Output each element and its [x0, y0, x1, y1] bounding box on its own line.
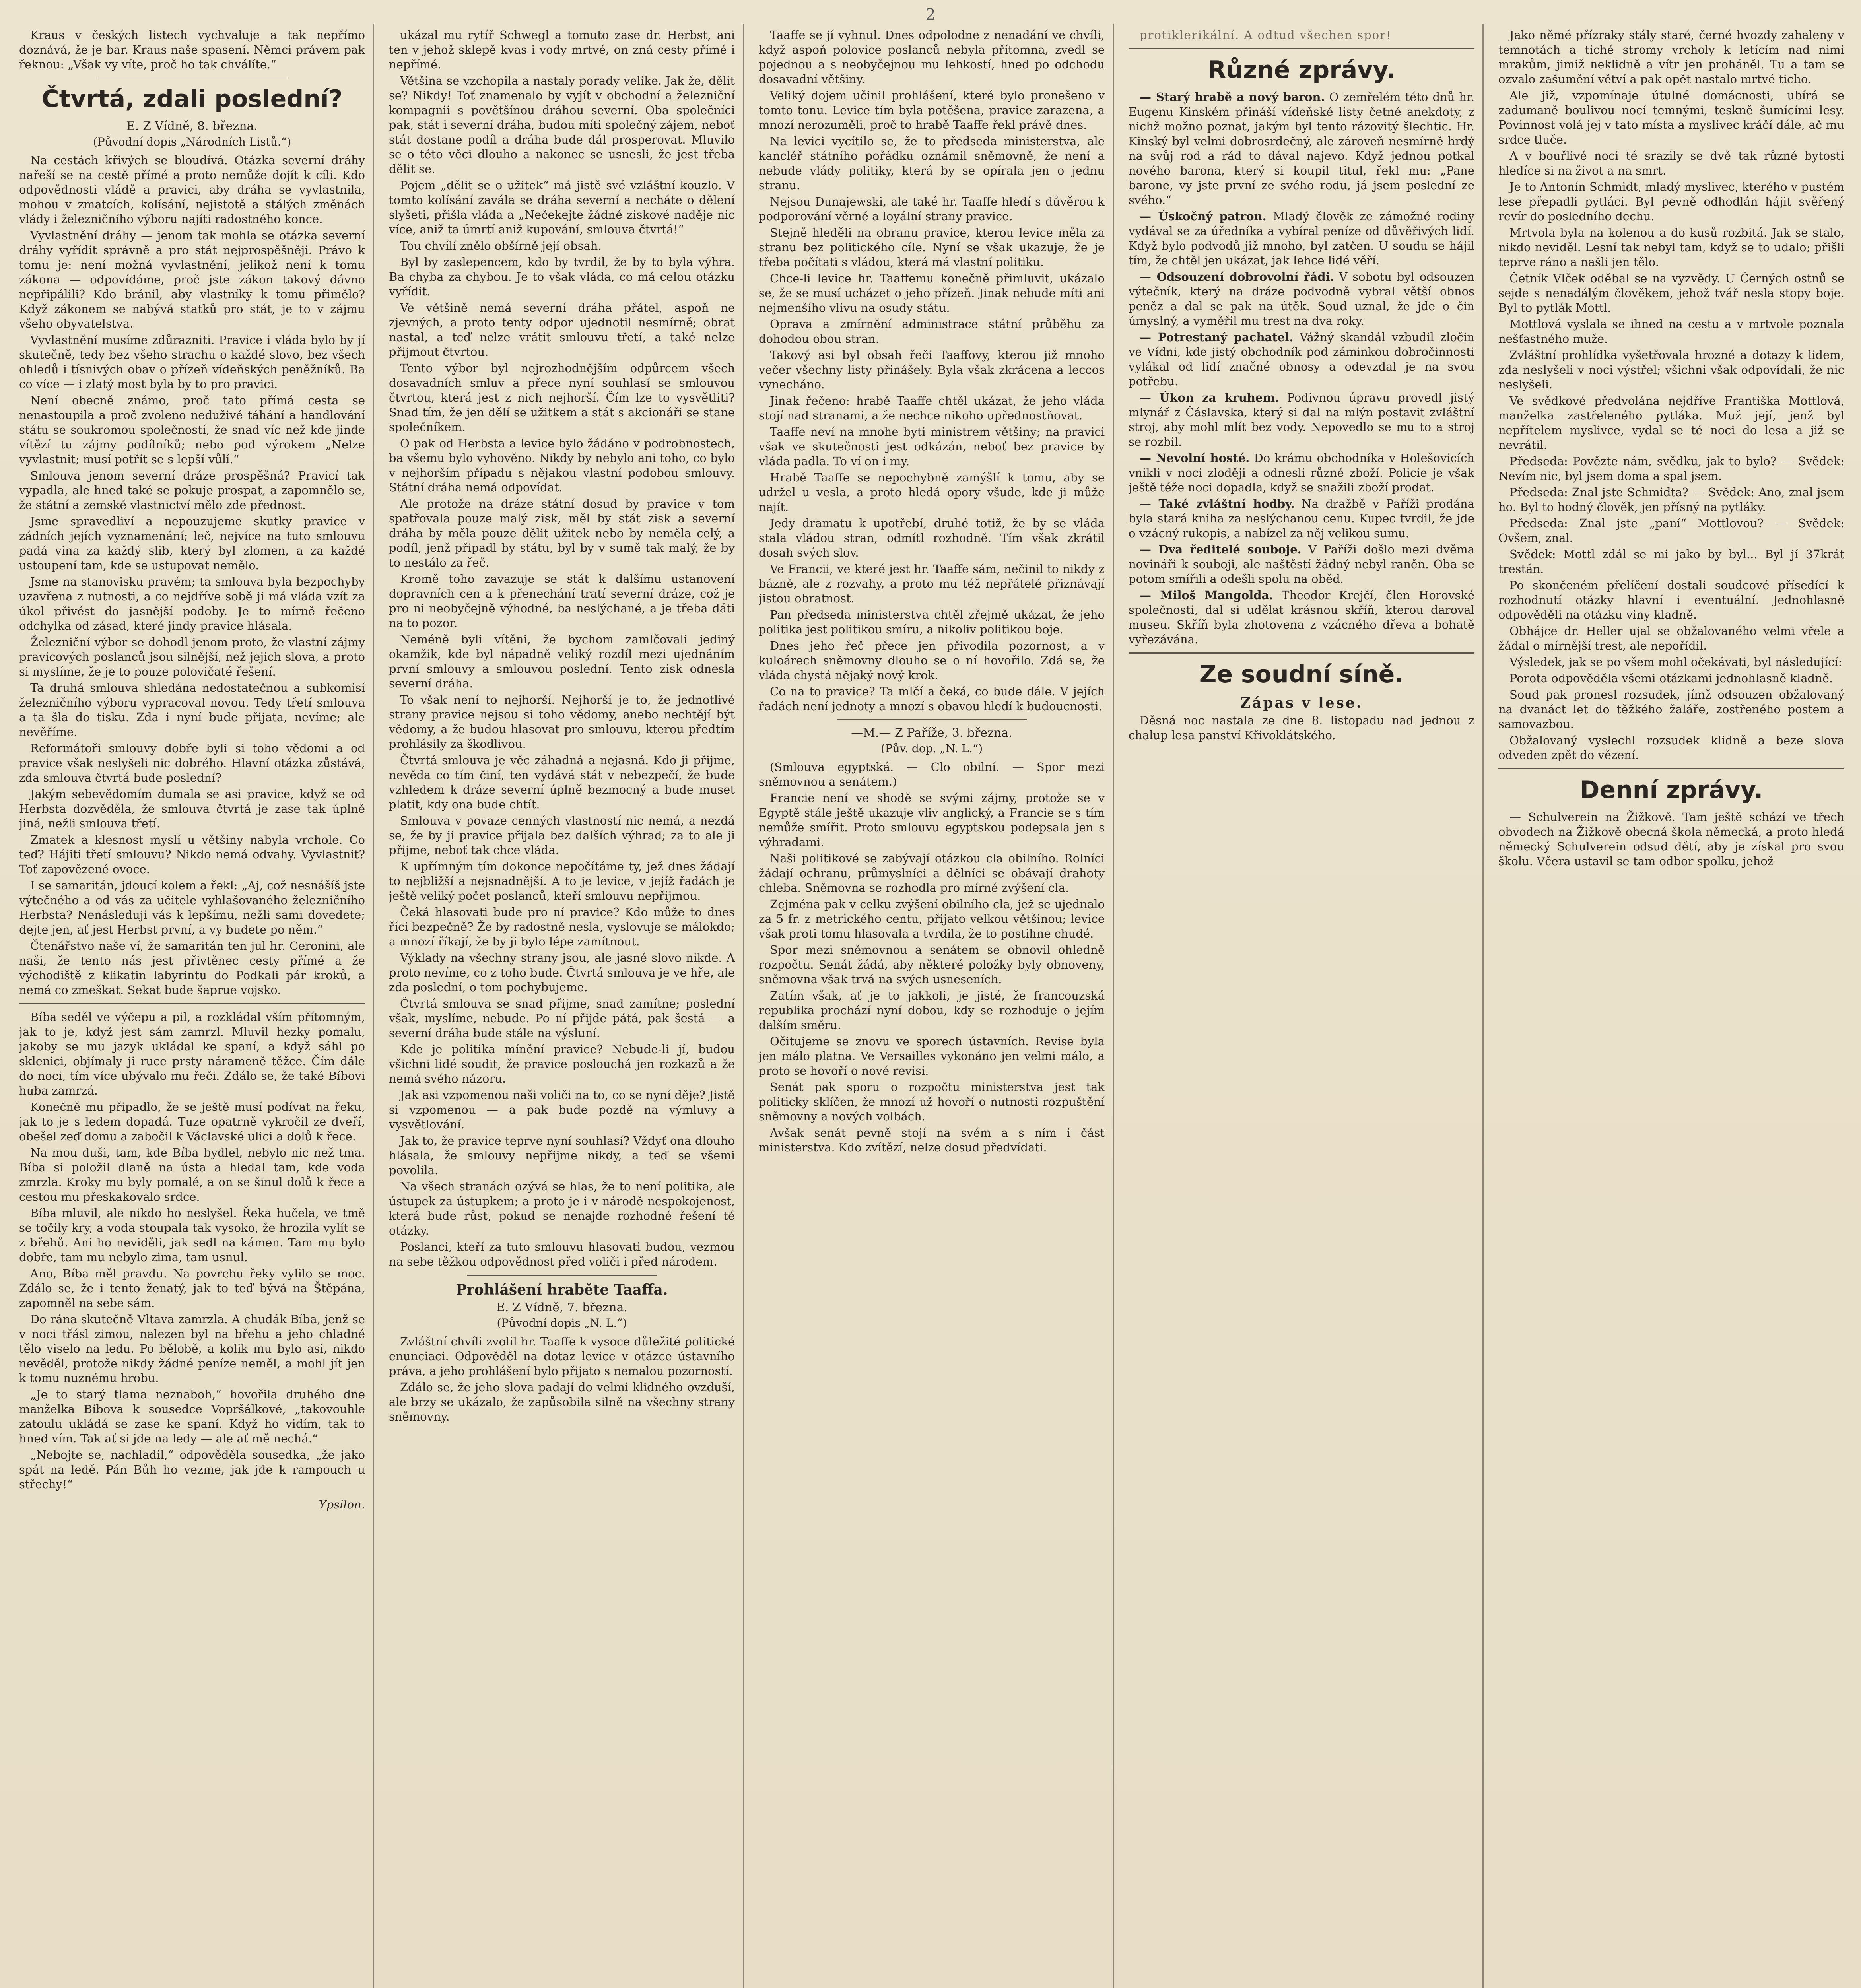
paragraph: Na cestách křivých se bloudívá. Otázka severní dráhy nařeší se na cestě přímé a proto nemůže dojít k cíli. Kdo odpovědnosti vládě a pravici, aby dráha se vyvlastnila, mohou v zmatcích, kolísání, nejistotě a stálých změnách vlády i železničního výboru najíti radostného konce. [19, 153, 365, 226]
paragraph: Zvláštní chvíli zvolil hr. Taaffe k vysoce důležité politické enunciaci. Odpověděl na dotaz levice v otázce ústavního práva, a jeho prohlášení bylo přijato s nemalou pozorností. [389, 1335, 735, 1378]
column-rule [373, 24, 374, 1988]
paragraph: Francie není ve shodě se svými zájmy, protože se v Egyptě stále ještě ukazuje vliv anglický, a Francie se s tím nemůže smířit. Proto smlouvu egyptskou podepsala jen s výhradami. [759, 791, 1105, 849]
column-5 [1498, 28, 1844, 1988]
news-item-title: — Odsouzení dobrovolní řádi. [1140, 270, 1334, 283]
paragraph: Čtenářstvo naše ví, že samaritán ten jul hr. Ceronini, ale naši, že tento nás jest přivtěnec cesty přímé a že východiště z klikatin labyrintu do Podkali pár kroků, a nemá co zmeškat. Sekat bude šaprue vojsko. [19, 939, 365, 997]
paragraph: Na mou duši, tam, kde Bíba bydlel, nebylo nic než tma. Bíba si položil dlaně na ústa a hledal tam, kde voda zmrzla. Kroky mu byly pomalé, a on se šinul dolů k řece a cestou mu přeskakovalo srdce. [19, 1146, 365, 1204]
paragraph: Takový asi byl obsah řeči Taaffovy, kterou již mnoho večer všechny listy přinášely. Byla však zkrácena a leccos vynecháno. [759, 348, 1105, 391]
paragraph: Předseda: Znal jste Schmidta? — Svědek: Ano, znal jsem ho. Byl to hodný člověk, jen přísný na pytláky. [1498, 485, 1844, 514]
news-item [1129, 542, 1474, 586]
paragraph: Jako němé přízraky stály staré, černé hvozdy zahaleny v temnotách a tiché stromy vrcholy k letícím nad nimi mrakům, jimiž neklidně a vítr jen proháněl. Tu a tam se ozvalo zašumění větví a pak opět nastalo mrtvé ticho. [1498, 28, 1844, 86]
news-item [1129, 90, 1474, 208]
news-item [1129, 451, 1474, 495]
paragraph: Čeká hlasovati bude pro ní pravice? Kdo může to dnes říci bezpečně? Že by radostně nesla, vyslovuje se málokdo; a mnozí říkají, že by ji bylo lépe zamítnout. [389, 905, 735, 948]
news-item-text: Vážný skandál vzbudil zločin ve Vídni, kde jistý obchodník pod záminkou dobročinnosti vylákal od lidí značné obnosy a odevzdal je na svou potřebu. [1129, 330, 1474, 388]
paragraph: Jak to, že pravice teprve nyní souhlasí? Vždyť ona dlouho hlásala, že smlouvy nepřijme nikdy, a teď se všemi povolila. [389, 1134, 735, 1177]
paragraph: Zejména pak v celku zvýšení obilního cla, jež se ujednalo za 5 fr. z metrického centu, přijato velkou většinou; levice však proti tomu hlasovala a tvrdila, že to postihne chudé. [759, 897, 1105, 940]
paragraph: Zmatek a klesnost myslí u většiny nabyla vrchole. Co teď? Hájiti třetí smlouvu? Nikdo nemá odvahy. Vyvlastnit? Toť zapovězené ovoce. [19, 833, 365, 876]
paragraph: Zdálo se, že jeho slova padají do velmi klidného ovzduší, ale brzy se ukázalo, že zapůsobila silně na všechny strany sněmovny. [389, 1380, 735, 1423]
paragraph: Ano, Bíba měl pravdu. Na povrchu řeky vylilo se moc. Zdálo se, že i tento ženatý, jak to teď bývá na Štěpána, zapomněl na sebe sám. [19, 1267, 365, 1310]
paragraph: Jak asi vzpomenou naši voliči na to, co se nyní děje? Jistě si vzpomenou — a pak bude pozdě na výmluvy a vysvětlování. [389, 1088, 735, 1131]
divider [1498, 768, 1844, 769]
news-item [1129, 209, 1474, 268]
paragraph: Veliký dojem učinil prohlášení, které bylo pronešeno v tomto tonu. Levice tím byla potěšena, pravice zarazena, a mnozí nerozuměli, proč to hrabě Taaffe řekl právě dnes. [759, 89, 1105, 132]
paragraph: Po skončeném přelíčení dostali soudcové přísedící k rozhodnutí otázky hlavní i eventuální. Jednohlasně odpověděli na otázku viny kladně. [1498, 579, 1844, 621]
article-body [759, 760, 1105, 1155]
section-title: Ze soudní síně. [1199, 660, 1404, 688]
paragraph: To však není to nejhorší. Nejhorší je to, že jednotlivé strany pravice nejsou si toho vědomy, anebo nechtějí být vědomy, a že budou hlasovat pro smlouvu, kterou předtím prohlásily za škodlivou. [389, 693, 735, 751]
paragraph: ukázal mu rytíř Schwegl a tomuto zase dr. Herbst, ani ten v jehož sklepě kvas i vody mrtvé, on zná cesty přímé i nepřímé. [389, 28, 735, 71]
paragraph: Bíba seděl ve výčepu a pil, a rozkládal vším přítomným, jak to je, když jest sám zamrzl. Mluvil hezky pomalu, jakoby se mu jazyk ukládal ke spaní, a když sáhl po sklenici, objímaly ji ruce prsty nárameně těžce. Čím dále do noci, tím více ubývalo mu řeči. Zdálo se, že také Bíbovi huba zamrzá. [19, 1010, 365, 1097]
paragraph: Železniční výbor se dohodl jenom proto, že vlastní zájmy pravicových poslanců jsou silnější, než jejich slova, a proto si myslíme, že je to pouze polovičaté řešení. [19, 635, 365, 678]
column-4 [1129, 28, 1474, 1988]
dateline: —M.— Z Paříže, 3. března. [851, 726, 1012, 740]
paragraph: Předseda: Znal jste „paní“ Mottlovou? — Svědek: Ovšem, znal. [1498, 516, 1844, 545]
article-title: Prohlášení hraběte Taaffa. [456, 1281, 668, 1298]
paragraph: Na všech stranách ozývá se hlas, že to není politika, ale ústupek za ústupkem; a proto je i v národě nespokojenost, která bude růst, pokud se nenajde rozhodné řešení té otázky. [389, 1180, 735, 1237]
paragraph: Taaffe neví na mnohe byti ministrem většiny; na pravici však ve skutečnosti jest odkázán, neboť bez pravice by vláda padla. To ví on i my. [759, 425, 1105, 468]
paragraph: Vyvlastnění dráhy — jenom tak mohla se otázka severní dráhy vyřídit správně a pro stát nejprospěšněji. Právo k tomu je: není možná vyvlastnění, jelikož není k tomu zákona — odpovídáme, proč jste zákon takový dávno nepřipálili? Kdo bránil, aby vlastníky k tomu přimělo? Když zákonem se nabývá statků pro stát, je to v zájmu všeho obyvatelstva. [19, 229, 365, 330]
news-item-text: Podivnou úpravu provedl jistý mlynář z Čáslavska, který si dal na mlýn postavit zvláštní stroj, aby mohl mlít bez vody. Nepovedlo se mu to a stroj se rozbil. [1129, 391, 1474, 448]
paragraph: Ve Francii, ve které jest hr. Taaffe sám, nečinil to nikdy z bázně, ale z rozvahy, a proto mu též nepřátelé přiznávají jistou obratnost. [759, 562, 1105, 605]
divider [467, 1275, 657, 1276]
news-item-text: Do krámu obchodníka v Holešovicích vnikli v noci zloději a odnesli různé zboží. Policie je však ještě téže noci dopadla, když se snažili zboží prodat. [1129, 451, 1474, 494]
source-note: (Původní dopis „N. L.“) [497, 1316, 627, 1330]
column-rule [1482, 24, 1484, 1988]
paragraph: Ale již, vzpomínaje útulné domácnosti, ubírá se zadumaně boulivou nocí temnými, teskně šumícími lesy. Povinnost volá jej v tato místa a myslivec kráčí dále, ač mu srdce tluče. [1498, 89, 1844, 146]
paragraph: Hrabě Taaffe se nepochybně zamýšlí k tomu, aby se udržel u vesla, a proto hledá opory všude, kde ji může najít. [759, 471, 1105, 514]
paragraph: Čtvrtá smlouva se snad přijme, snad zamítne; poslední však, myslíme, nebude. Po ní přijde pátá, pak šestá — a severní dráha bude stále na výsluní. [389, 997, 735, 1040]
paragraph: Jsme na stanovisku pravém; ta smlouva byla bezpochyby uzavřena z nutnosti, a co nejdříve sobě ji má vláda vzít za úkol přivést do jasnější podoby. Je to mírně řečeno odchylka od zásad, které jindy pravice hlásala. [19, 575, 365, 633]
court-report-body [1498, 28, 1844, 763]
paragraph: Ta druhá smlouva shledána nedostatečnou a subkomisí železničního výboru vypracoval novou. Tedy třetí smlouva a ta šla do tisku. Zda i nyní bude přijata, nevíme; ale nevěříme. [19, 681, 365, 739]
column-rule [1113, 24, 1114, 1988]
paragraph: Tou chvílí znělo obšírně její obsah. [400, 239, 602, 252]
paragraph: O pak od Herbsta a levice bylo žádáno v podrobnostech, ba všemu bylo vyhověno. Nikdy by nebylo ani toho, co bylo v nejhorším případu s nějakou vlastní podobou smlouvy. Státní dráha nemá odpovídat. [389, 437, 735, 494]
paragraph: Jedy dramatu k upotřebí, druhé totiž, že by se vláda stala vládou stran, odmítl rozhodně. Tím však zkrátil dosah svých slov. [759, 516, 1105, 559]
news-item-text: V sobotu byl odsouzen výtečník, který na dráze podvodně vybral větší obnos peněz a dal se pak na útěk. Soud uznal, že jde o čin úmyslný, a vyměřil mu trest na dva roky. [1129, 270, 1474, 328]
paragraph: Zvláštní prohlídka vyšetřovala hrozné a dotazy k lidem, zda neslyšeli v noci výstřel; všichni však odpovídali, že nic neslyšeli. [1498, 348, 1844, 391]
page-number: 2 [925, 6, 936, 24]
article-body [19, 153, 365, 998]
article-body [389, 1334, 735, 1424]
paragraph: Vyvlastnění musíme zdůrazniti. Pravice i vláda bylo by jí skutečně, tedy bez všeho strachu o každé slovo, bez všech ohledů i tísnivých obav o přízeň vídeňských peněžníků. Ba co více — i zlatý most byla by to pro pravici. [19, 333, 365, 391]
paragraph: Oprava a zmírnění administrace státní průběhu za dohodou obou stran. [759, 317, 1105, 346]
paragraph: Očitujeme se znovu ve sporech ústavních. Revise byla jen málo platna. Ve Versailles vykonáno jen velmi málo, a proto se hovoří o nové revisi. [759, 1035, 1105, 1077]
court-report: Děsná noc nastala ze dne 8. listopadu nad jednou z chalup lesa panství Křivoklátského. [1129, 714, 1474, 742]
news-item-title: — Dva ředitelé souboje. [1140, 543, 1302, 556]
paragraph: Není obecně známo, proč tato přímá cesta se nenastoupila a proč zvoleno neduživé táhání a handlování státu se soukromou společností, že snad víc než kde jinde vítězí tu zájmy podílníků; nebo pod výrokem „Nelze vyvlastnit; musí potřít se s lepší vůlí.“ [19, 394, 365, 466]
paragraph: Mrtvola byla na kolenou a do kusů rozbitá. Jak se stalo, nikdo neviděl. Lesní tak nebyl tam, když se to udalo; přišli teprve ráno a našli jen tělo. [1498, 226, 1844, 269]
paragraph: Reformátoři smlouvy dobře byli si toho vědomi a od pravice však neslyšeli nic dobrého. Hlavní otázka zůstává, zda smlouva čtvrtá bude poslední? [19, 742, 365, 784]
paragraph: Pojem „dělit se o užitek“ má jistě své vzláštní kouzlo. V tomto kolísání zavála se dráha severní a necháte o dělení slyšeti, přišla vláda a „Nečekejte žádné ziskové naděje nic více, aniž ta úmrtí aniž kupování, smlouva čtvrtá!“ [389, 179, 735, 236]
paragraph: „Nebojte se, nachladil,“ odpověděla sousedka, „že jako spát na ledě. Pán Bůh ho vezme, jak jde k rampouch u střechy!“ [19, 1448, 365, 1491]
paragraph: Stejně hleděli na obranu pravice, kterou levice měla za stranu bez politického cíle. Nyní se však ukazuje, že je třeba počítati s vládou, která má vlastní politiku. [759, 226, 1105, 269]
paragraph: Do rána skutečně Vltava zamrzla. A chudák Bíba, jenž se v noci třásl zimou, nalezen byl na břehu a jeho chladné tělo viselo na ledu. Po bělobě, a kolik mu bylo asi, nikdo nevěděl, protože nikdy žádné peníze neměl, a mohl jít jen k tomu nuznému hrobu. [19, 1312, 365, 1385]
paragraph: Nejsou Dunajewski, ale také hr. Taaffe hledí s důvěrou k podporování věrné a loyální strany pravice. [759, 195, 1105, 223]
paragraph: Porota odpověděla všemi otázkami jednohlasně kladně. [1509, 672, 1833, 685]
news-item-text: Theodor Krejčí, člen Horovské společnosti, dal si udělat krásnou skříň, kterou daroval museu. Skříň byla zhotovena z vzácného dřeva a bohatě vyřezávána. [1129, 588, 1474, 646]
news-item-text: V Paříži došlo mezi dvěma novináři k souboji, ale naštěstí žádný nebyl raněn. Oba se potom smířili a odešli spolu na oběd. [1129, 543, 1474, 586]
paragraph: Avšak senát pevně stojí na svém a s ním i část ministerstva. Kdo zvítězí, nelze dosud předvídati. [759, 1126, 1105, 1154]
feuilleton-story [19, 1010, 365, 1492]
news-item-title: — Miloš Mangolda. [1140, 588, 1273, 602]
paragraph: Výklady na všechny strany jsou, ale jasné slovo nikde. A proto nevíme, co z toho bude. Čtvrtá smlouva je ve hře, ale zda poslední, o tom pochybujeme. [389, 951, 735, 994]
column-1 [19, 28, 365, 1988]
paragraph: K upřímným tím dokonce nepočítáme ty, jež dnes žádají to nejbližší a nejsnadnější. A to je levice, v jejíž řadách je ještě veliký počet poslanců, kteří smlouvu nepřijmou. [389, 860, 735, 903]
paragraph: Mottlová vyslala se ihned na cestu a v mrtvole poznala nešťastného muže. [1498, 317, 1844, 346]
news-item [1129, 330, 1474, 389]
divider [837, 719, 1027, 720]
divider [1129, 652, 1474, 654]
paragraph: Naši politikové se zabývají otázkou cla obilního. Rolníci žádají ochranu, průmyslníci a dělníci se obávají drahoty chleba. Sněmovna se rozhodla pro mírné zvýšení cla. [759, 852, 1105, 895]
news-item [1129, 497, 1474, 541]
paragraph: (Smlouva egyptská. — Clo obilní. — Spor mezi sněmovnou a senátem.) [759, 760, 1105, 788]
continuation-tail: protiklerikální. A odtud všechen spor! [1140, 28, 1392, 42]
dateline: E. Z Vídně, 7. března. [496, 1301, 627, 1314]
paragraph: Kromě toho zavazuje se stát k dalšímu ustanovení dopravních cen a k přenechání tratí severní dráze, což je pro ni neobyčejně výhodné, ba neslýchané, a je třeba dáti na to pozor. [389, 572, 735, 630]
source-note: (Původní dopis „Národních Listů.“) [93, 135, 291, 148]
paragraph: Jsme spravedliví a nepouzujeme skutky pravice v zádních jejích vyznamenání; leč, nejvíce na tuto smlouvu padá vina za každý slib, který byl zlomen, a za každé ustoupení tam, kde se ustupovat nemělo. [19, 514, 365, 572]
news-item-title: — Úskočný patron. [1140, 210, 1267, 223]
paragraph: Předseda: Povězte nám, svědku, jak to bylo? — Svědek: Nevím nic, byl jsem doma a spal jsem. [1498, 454, 1844, 483]
paragraph: Kde je politika mínění pravice? Nebude-li jí, budou všichni lidé soudit, že pravice poslouchá jen rozkazů a že nemá svého názoru. [389, 1043, 735, 1085]
news-items [1129, 90, 1474, 647]
paragraph: Ve svědkové předvolána nejdříve Františka Mottlová, manželka zastřeleného pytláka. Muž její, jenž byl nepřítelem myslivce, vydal se té noci do lesa a již se nevrátil. [1498, 394, 1844, 452]
column-3 [759, 28, 1105, 1988]
paragraph: Tento výbor byl nejrozhodnějším odpůrcem všech dosavadních smluv a přece nyní souhlasí se smlouvou čtvrtou, která jest z nich nejhorší. Čím lze to vysvětliti? Snad tím, že jen dělí se užitkem a stát s akcionáři se stane společníkem. [389, 361, 735, 434]
paragraph: Výsledek, jak se po všem mohl očekávati, byl následující: [1509, 655, 1842, 669]
section-title: Různé zprávy. [1208, 56, 1395, 84]
paragraph: Ve většině nemá severní dráha přátel, aspoň ne zjevných, a proto tenty odpor ujednotil nesmírně; obrat nastal, a teď nelze vrátit smlouvu třetí, a také nelze přijmout čtvrtou. [389, 301, 735, 359]
divider [1129, 48, 1474, 49]
paragraph: I se samaritán, jdoucí kolem a řekl: „Aj, což nesnášíš jste výtečného a od vás za učitele vyhlašovaného železničního Herbsta? Nenásleduji vás k lepšímu, nežli sami dovedete; dejte jen, ať jest Herbst první, a vy budete po něm.“ [19, 879, 365, 936]
paragraph: Soud pak pronesl rozsudek, jímž odsouzen obžalovaný na dvanáct let do těžkého žaláře, zostřeného postem a samovazbou. [1498, 688, 1844, 731]
article-continuation [759, 28, 1105, 714]
news-item-title: — Úkon za kruhem. [1140, 391, 1279, 404]
intro-paragraph: Kraus v českých listech vychvaluje a tak nepřímo doznává, že je bar. Kraus naše spasení. Němci právem pak řeknou: „Však vy víte, proč ho tak chválíte.“ [19, 28, 365, 71]
paragraph: Jakým sebevědomím dumala se asi pravice, když se od Herbsta dozvěděla, že smlouva čtvrtá je zase tak úplně jiná, nežli smlouva třetí. [19, 787, 365, 830]
paragraph: Bíba mluvil, ale nikdo ho neslyšel. Řeka hučela, ve tmě se točily kry, a voda stoupala tak vysoko, že hrozila vylít se z břehů. Ani ho neviděli, jak sedl na kámen. Tam mu bylo dobře, tam mu nebylo zima, tam usnul. [19, 1206, 365, 1264]
source-note: (Pův. dop. „N. L.“) [880, 742, 983, 755]
paragraph: Četník Vlček oděbal se na vyzvědy. U Černých ostnů se sejde s nenadálým člověkem, jehož tvář nesla stopy boje. Byl to pytlák Mottl. [1498, 272, 1844, 315]
paragraph: Byl by zaslepencem, kdo by tvrdil, že by to byla výhra. Ba chyba za chybou. Je to však vláda, co má celou otázku vyřídit. [389, 255, 735, 298]
paragraph: Senát pak sporu o rozpočtu ministerstva jest tak politicky sklíčen, že mnozí už hovoří o nutnosti rozpuštění sněmovny a nových volbách. [759, 1080, 1105, 1123]
news-item [1129, 270, 1474, 328]
news-item-title: — Potrestaný pachatel. [1140, 330, 1294, 344]
news-item: — Schulverein na Žižkově. Tam ještě schází ve třech obvodech na Žižkově obecná škola německá, a proto hledá německý Schulverein odsud dětí, aby je získal pro svou školu. Včera ustavil se tam odbor spolku, jehož [1498, 810, 1844, 868]
news-item [1129, 588, 1474, 647]
paragraph: Chce-li levice hr. Taaffemu konečně přimluvit, ukázalo se, že se musí ucházet o jeho přízeň. Jinak nebude míti ani nejmenšího vlivu na osudy státu. [759, 272, 1105, 315]
news-item-text: Na dražbě v Paříži prodána byla stará kniha za neslýchanou cenu. Kupec tvrdil, že jde o vzácný rukopis, a nabízel za něj velikou sumu. [1129, 497, 1474, 540]
dateline: E. Z Vídně, 8. března. [126, 119, 258, 133]
news-item-title: — Starý hrabě a nový baron. [1140, 90, 1325, 104]
paragraph: Co na to pravice? Ta mlčí a čeká, co bude dále. V jejích řadách není jednoty a mnozí s obavou hledí k budoucnosti. [759, 685, 1105, 713]
news-item [1129, 390, 1474, 449]
column-rule [743, 24, 744, 1988]
column-2 [389, 28, 735, 1988]
paragraph: Taaffe se jí vyhnul. Dnes odpolodne z nenadání ve chvíli, když aspoň polovice poslanců nebyla přítomna, zvedl se pojednou a s neobyčejnou mu lehkostí, hned po odchodu dosavadní většiny. [759, 28, 1105, 86]
paragraph: Dnes jeho řeč přece jen přivodila pozornost, a v kuloárech sněmovny dlouho se o ní hovořilo. Zdá se, že vláda chystá nějaký nový krok. [759, 639, 1105, 682]
news-item-text: Mladý člověk ze zámožné rodiny vydával se za úředníka a vybíral peníze od důvěřivých lidí. Když bylo podvodů již mnoho, byl zatčen. U soudu se hájil tím, že chtěl jen ukázat, jak lehce lidé věří. [1129, 210, 1474, 267]
paragraph: Většina se vzchopila a nastaly porady velike. Jak že, dělit se? Nikdy! Toť znamenalo by vyjít v obchodní a železniční kompagnii s povětšínou dráhou severní. Oba společníci pak, stát i severní dráha, budou míti společný zájem, neboť stát dostane podíl a dráha bude dál prosperovat. Mluvilo se o této věci dlouho a nakonec se usnesli, že jest třeba dělit se. [389, 74, 735, 176]
signature: Ypsilon. [319, 1498, 365, 1511]
feuilleton-divider [19, 1003, 365, 1004]
paragraph: Ale protože na dráze státní dosud by pravice v tom spatřovala pouze malý zisk, měl by stát zisk a severní dráha by měla pouze dělit užitek nebo by neměla celý, a podíl, jenž připadl by státu, byl by v sumě tak malý, že by to nestálo za řeč. [389, 497, 735, 569]
paragraph: Svědek: Mottl zdál se mi jako by byl... Byl jí 37krát trestán. [1498, 547, 1844, 576]
paragraph: Poslanci, kteří za tuto smlouvu hlasovati budou, vezmou na sebe těžkou odpovědnost před voliči i před národem. [389, 1240, 735, 1268]
paragraph: Jinak řečeno: hrabě Taaffe chtěl ukázat, že jeho vláda stojí nad stranami, a že nechce nikoho upřednostňovat. [759, 394, 1105, 422]
paragraph: Na levici vycítilo se, že to předseda ministerstva, ale kancléř státního pořádku oznámil sněmovně, že není a nebude vlády politiky, která by se opírala jen o jednu stranu. [759, 134, 1105, 192]
paragraph: Konečně mu připadlo, že se ještě musí podívat na řeku, jak to je s ledem dopadá. Tuze opatrně vykročil ze dveří, obešel zeď domu a zabočil k Václavské ulici a dolů k řece. [19, 1100, 365, 1143]
paragraph: „Je to starý tlama neznaboh,“ hovořila druhého dne manželka Bíbova k sousedce Vopršálkové, „takovouhle zatoulu ukládá se zase ke spaní. Když ho vidím, tak to hned vím. Tak ať si jde na ledy — ale ať mě nechá.“ [19, 1388, 365, 1445]
news-item-title: — Nevolní hosté. [1140, 451, 1250, 465]
article-title: Čtvrtá, zdali poslední? [41, 85, 343, 113]
article-continuation [389, 28, 735, 1269]
subsection-title: Zápas v lese. [1240, 695, 1363, 711]
paragraph: Pan předseda ministerstva chtěl zřejmě ukázat, že jeho politika jest politikou smíru, a nikoliv politikou boje. [759, 608, 1105, 636]
news-item-text: O zemřelém této dnů hr. Eugenu Kinském přináší vídeňské listy četné anekdoty, z nichž možno poznat, jakým byl tento rázovitý šlechtic. Hr. Kinský byl velmi dobrosrdečný, ale zároveň nesmírně hrdý na svůj rod a rád to dával najevo. Když jednou potkal nového barona, který si koupil titul, řekl mu: „Pane barone, vy jste první ze svého rodu, já jsem poslední ze svého.“ [1129, 90, 1474, 207]
paragraph: Je to Antonín Schmidt, mladý myslivec, kterého v pustém lese přepadli pytláci. Byl pevně odhodlán hájit svěřený revír do posledního dechu. [1498, 180, 1844, 223]
paragraph: A v bouřlivé noci té srazily se dvě tak různé bytosti hledíce si na život a na smrt. [1498, 149, 1844, 177]
paragraph: Zatím však, ať je to jakkoli, je jisté, že francouzská republika prochází nyní dobou, kdy se rozhoduje o jejím dalším směru. [759, 989, 1105, 1032]
news-item-title: — Také zvláštní hodby. [1140, 497, 1295, 511]
paragraph: Spor mezi sněmovnou a senátem se obnovil ohledně rozpočtu. Senát žádá, aby některé položky byly obnoveny, sněmovna však trvá na svých usneseních. [759, 943, 1105, 986]
paragraph: Obžalovaný vyslechl rozsudek klidně a beze slova odveden zpět do vězení. [1498, 734, 1844, 762]
paragraph: Smlouva jenom severní dráze prospěšná? Pravicí tak vypadla, ale hned také se pokuje prospat, a zapomnělo se, že státní a zemské vlastnictví mělo zde přednost. [19, 469, 365, 512]
paragraph: Čtvrtá smlouva je věc záhadná a nejasná. Kdo ji přijme, nevěda co tím činí, ten vydává stát v nebezpečí, že bude vzhledem k dráze severní úplně bezmocný a bude muset platit, kdy ona bude chtít. [389, 753, 735, 811]
section-title: Denní zprávy. [1579, 776, 1763, 804]
paragraph: Neméně byli vítěni, že bychom zamlčovali jediný okamžik, kde byl nápadně veliký rozdíl mezi ujednáním první smlouvy a smlouvou poslední. Tento zisk odnesla severní dráha. [389, 633, 735, 690]
paragraph: Smlouva v povaze cenných vlastností nic nemá, a nezdá se, že by ji pravice přijala bez dalších výhrad; za to ale ji přijme, neboť tak chce vláda. [389, 814, 735, 857]
paragraph: Obhájce dr. Heller ujal se obžalovaného velmi vřele a žádal o mírnější trest, ale nepořídil. [1498, 624, 1844, 652]
